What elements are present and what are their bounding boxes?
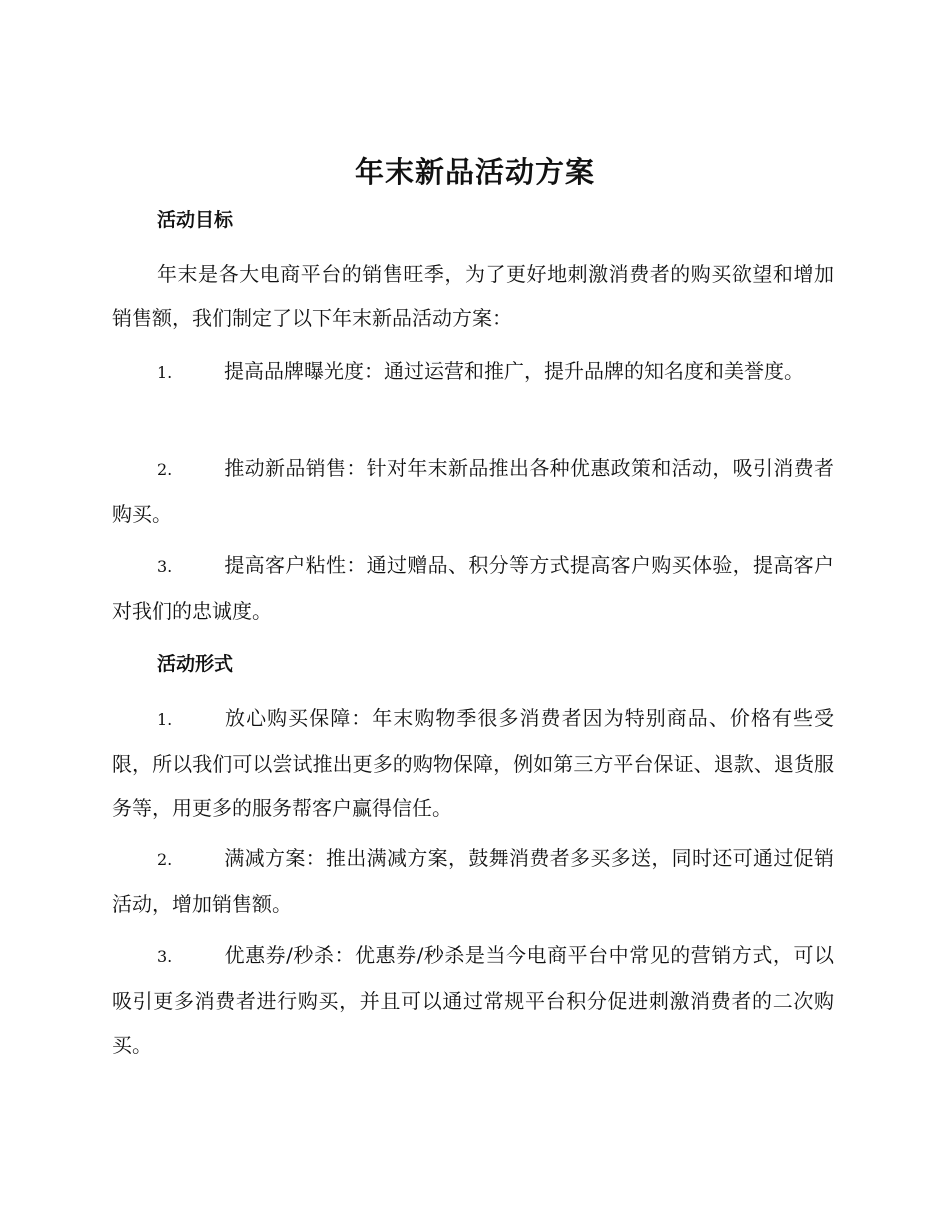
list-item [112,543,834,633]
list-item [112,446,834,536]
list-item-text: 提高品牌曝光度：通过运营和推广，提升品牌的知名度和美誉度。 [224,359,804,383]
section-heading-formats: 活动形式 [157,653,234,675]
list-item [112,349,834,395]
document-title: 年末新品活动方案 [354,155,595,189]
list-number: 2. [157,850,173,869]
list-number: 3. [157,557,173,576]
list-item-text: 推动新品销售：针对年末新品推出各种优惠政策和活动，吸引消费者购买。 [112,456,834,526]
list-number: 3. [157,947,173,966]
list-item-text: 放心购买保障：年末购物季很多消费者因为特别商品、价格有些受限，所以我们可以尝试推出更多的购物保障，例如第三方平台保证、退款、退货服务等，用更多的服务帮客户赢得信任。 [112,706,834,820]
list-item-text: 满减方案：推出满减方案，鼓舞消费者多买多送，同时还可通过促销活动，增加销售额。 [112,846,834,916]
list-item-text: 优惠券/秒杀：优惠券/秒杀是当今电商平台中常见的营销方式，可以吸引更多消费者进行购买，并且可以通过常规平台积分促进刺激消费者的二次购买。 [112,943,834,1057]
list-item [112,836,834,926]
list-number: 1. [157,363,173,382]
list-number: 2. [157,460,173,479]
list-item-text: 提高客户粘性：通过赠品、积分等方式提高客户购买体验，提高客户对我们的忠诚度。 [112,553,834,623]
goals-intro-paragraph: 年末是各大电商平台的销售旺季，为了更好地刺激消费者的购买欲望和增加销售额，我们制定了以下年末新品活动方案： [112,262,834,330]
list-number: 1. [157,710,173,729]
list-item [112,696,834,830]
section-heading-goals: 活动目标 [157,209,234,231]
list-item [112,933,834,1067]
